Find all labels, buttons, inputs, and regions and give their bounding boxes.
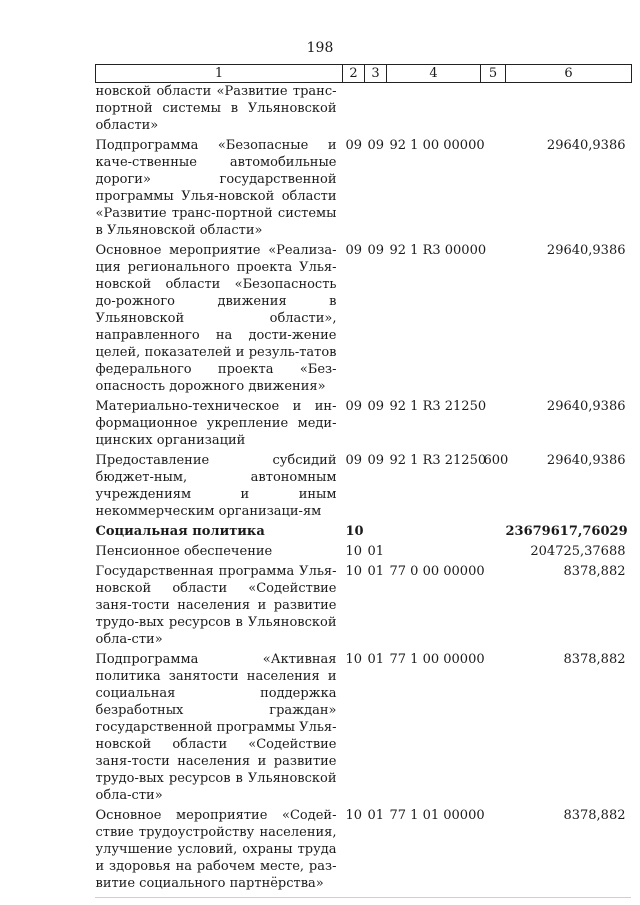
- table-row: [96, 543, 632, 563]
- table-body: [96, 83, 632, 896]
- row-target-code: 92 1 R3 00000: [389, 243, 487, 258]
- table-row: [96, 651, 632, 807]
- row-section: 10: [345, 544, 363, 559]
- row-amount: [506, 83, 632, 138]
- header-col-5: 5: [481, 65, 506, 83]
- header-col-2: 2: [343, 65, 365, 83]
- row-target-code: 77 0 00 00000: [389, 564, 485, 579]
- row-subsection: 09: [367, 243, 385, 258]
- row-amount: 204725,37688: [530, 544, 626, 559]
- row-section: 09: [345, 399, 363, 414]
- table-row: [96, 807, 632, 895]
- row-name: Подпрограмма «Безопасные и каче-ственные автомобильные дороги» государственной программы Улья-новской области «Развитие транс-портной системы в Ульяновской области»: [95, 138, 337, 238]
- row-target-code: 77 1 00 00000: [389, 652, 485, 667]
- table-row: [96, 137, 632, 242]
- row-target-code: [387, 543, 481, 563]
- row-target-code: [387, 523, 481, 543]
- row-amount: 8378,882: [563, 652, 626, 667]
- row-subsection: 01: [367, 808, 385, 823]
- row-name: Социальная политика: [95, 524, 265, 539]
- row-expense-type: [481, 242, 506, 398]
- row-subsection: 01: [367, 564, 385, 579]
- row-subsection: 01: [367, 544, 385, 559]
- row-target-code: [387, 83, 481, 138]
- table-row: [96, 452, 632, 523]
- row-amount: 23679617,76029: [505, 524, 628, 539]
- row-name: Подпрограмма «Активная политика занятости населения и социальная поддержка безработных граждан» государственной программы Улья-новской области «Содействие заня-тости населения и развитие трудо-вых ресурсов в Ульяновской обла-сти»: [95, 652, 337, 803]
- table-row: [96, 563, 632, 651]
- row-section: 10: [345, 524, 364, 539]
- table-header: [96, 65, 632, 83]
- row-expense-type: [481, 543, 506, 563]
- row-subsection: 09: [367, 399, 385, 414]
- table-row: [96, 398, 632, 452]
- row-target-code: 92 1 00 00000: [389, 138, 485, 153]
- table-row: [96, 83, 632, 138]
- row-expense-type: 600: [483, 453, 509, 468]
- row-section: 09: [345, 138, 363, 153]
- row-name: Основное мероприятие «Содей-ствие трудоустройству населения, улучшение условий, охраны труда и здоровья на рабочем месте, раз-витие социального партнёрства»: [95, 808, 337, 891]
- row-section: 09: [345, 453, 363, 468]
- table-row: [96, 523, 632, 543]
- row-name: Основное мероприятие «Реализа-ция регионального проекта Улья-новской области «Безопасность до-рожного движения в Ульяновской области», направленного на дости-жение целей, показателей и резуль-татов федерального проекта «Без-опасность дорожного движения»: [95, 243, 337, 394]
- row-target-code: 77 1 01 00000: [389, 808, 485, 823]
- row-expense-type: [481, 651, 506, 807]
- row-subsection: [365, 523, 387, 543]
- row-expense-type: [481, 523, 506, 543]
- row-subsection: 09: [367, 138, 385, 153]
- row-target-code: 92 1 R3 21250: [389, 453, 487, 468]
- header-col-6: 6: [506, 65, 632, 83]
- row-subsection: [365, 83, 387, 138]
- row-expense-type: [481, 83, 506, 138]
- table-row: [96, 242, 632, 398]
- row-name: новской области «Развитие транс-портной системы в Ульяновской области»: [95, 84, 337, 133]
- row-section: 10: [345, 652, 363, 667]
- row-name: Пенсионное обеспечение: [95, 544, 273, 559]
- row-name: Материально-техническое и ин-формационное укрепление меди-цинских организаций: [95, 399, 337, 448]
- row-amount: 29640,9386: [546, 243, 626, 258]
- header-row: [96, 65, 632, 83]
- row-subsection: 01: [367, 652, 385, 667]
- row-section: 10: [345, 808, 363, 823]
- row-name: Государственная программа Улья-новской области «Содействие заня-тости населения и развитие трудо-вых ресурсов в Ульяновской обла-сти»: [95, 564, 337, 647]
- bottom-divider: [95, 897, 631, 898]
- row-name: Предоставление субсидий бюджет-ным, автономным учреждениям и иным некоммерческим организаци-ям: [95, 453, 337, 519]
- header-col-4: 4: [387, 65, 481, 83]
- row-section: 10: [345, 564, 363, 579]
- row-amount: 8378,882: [563, 808, 626, 823]
- row-target-code: 92 1 R3 21250: [389, 399, 487, 414]
- row-section: [343, 83, 365, 138]
- row-amount: 29640,9386: [546, 453, 626, 468]
- row-amount: 29640,9386: [546, 138, 626, 153]
- header-col-3: 3: [365, 65, 387, 83]
- row-amount: 8378,882: [563, 564, 626, 579]
- budget-table: [95, 64, 632, 895]
- header-col-1: 1: [96, 65, 343, 83]
- row-section: 09: [345, 243, 363, 258]
- row-amount: 29640,9386: [546, 399, 626, 414]
- page-number: 198: [306, 40, 334, 56]
- row-subsection: 09: [367, 453, 385, 468]
